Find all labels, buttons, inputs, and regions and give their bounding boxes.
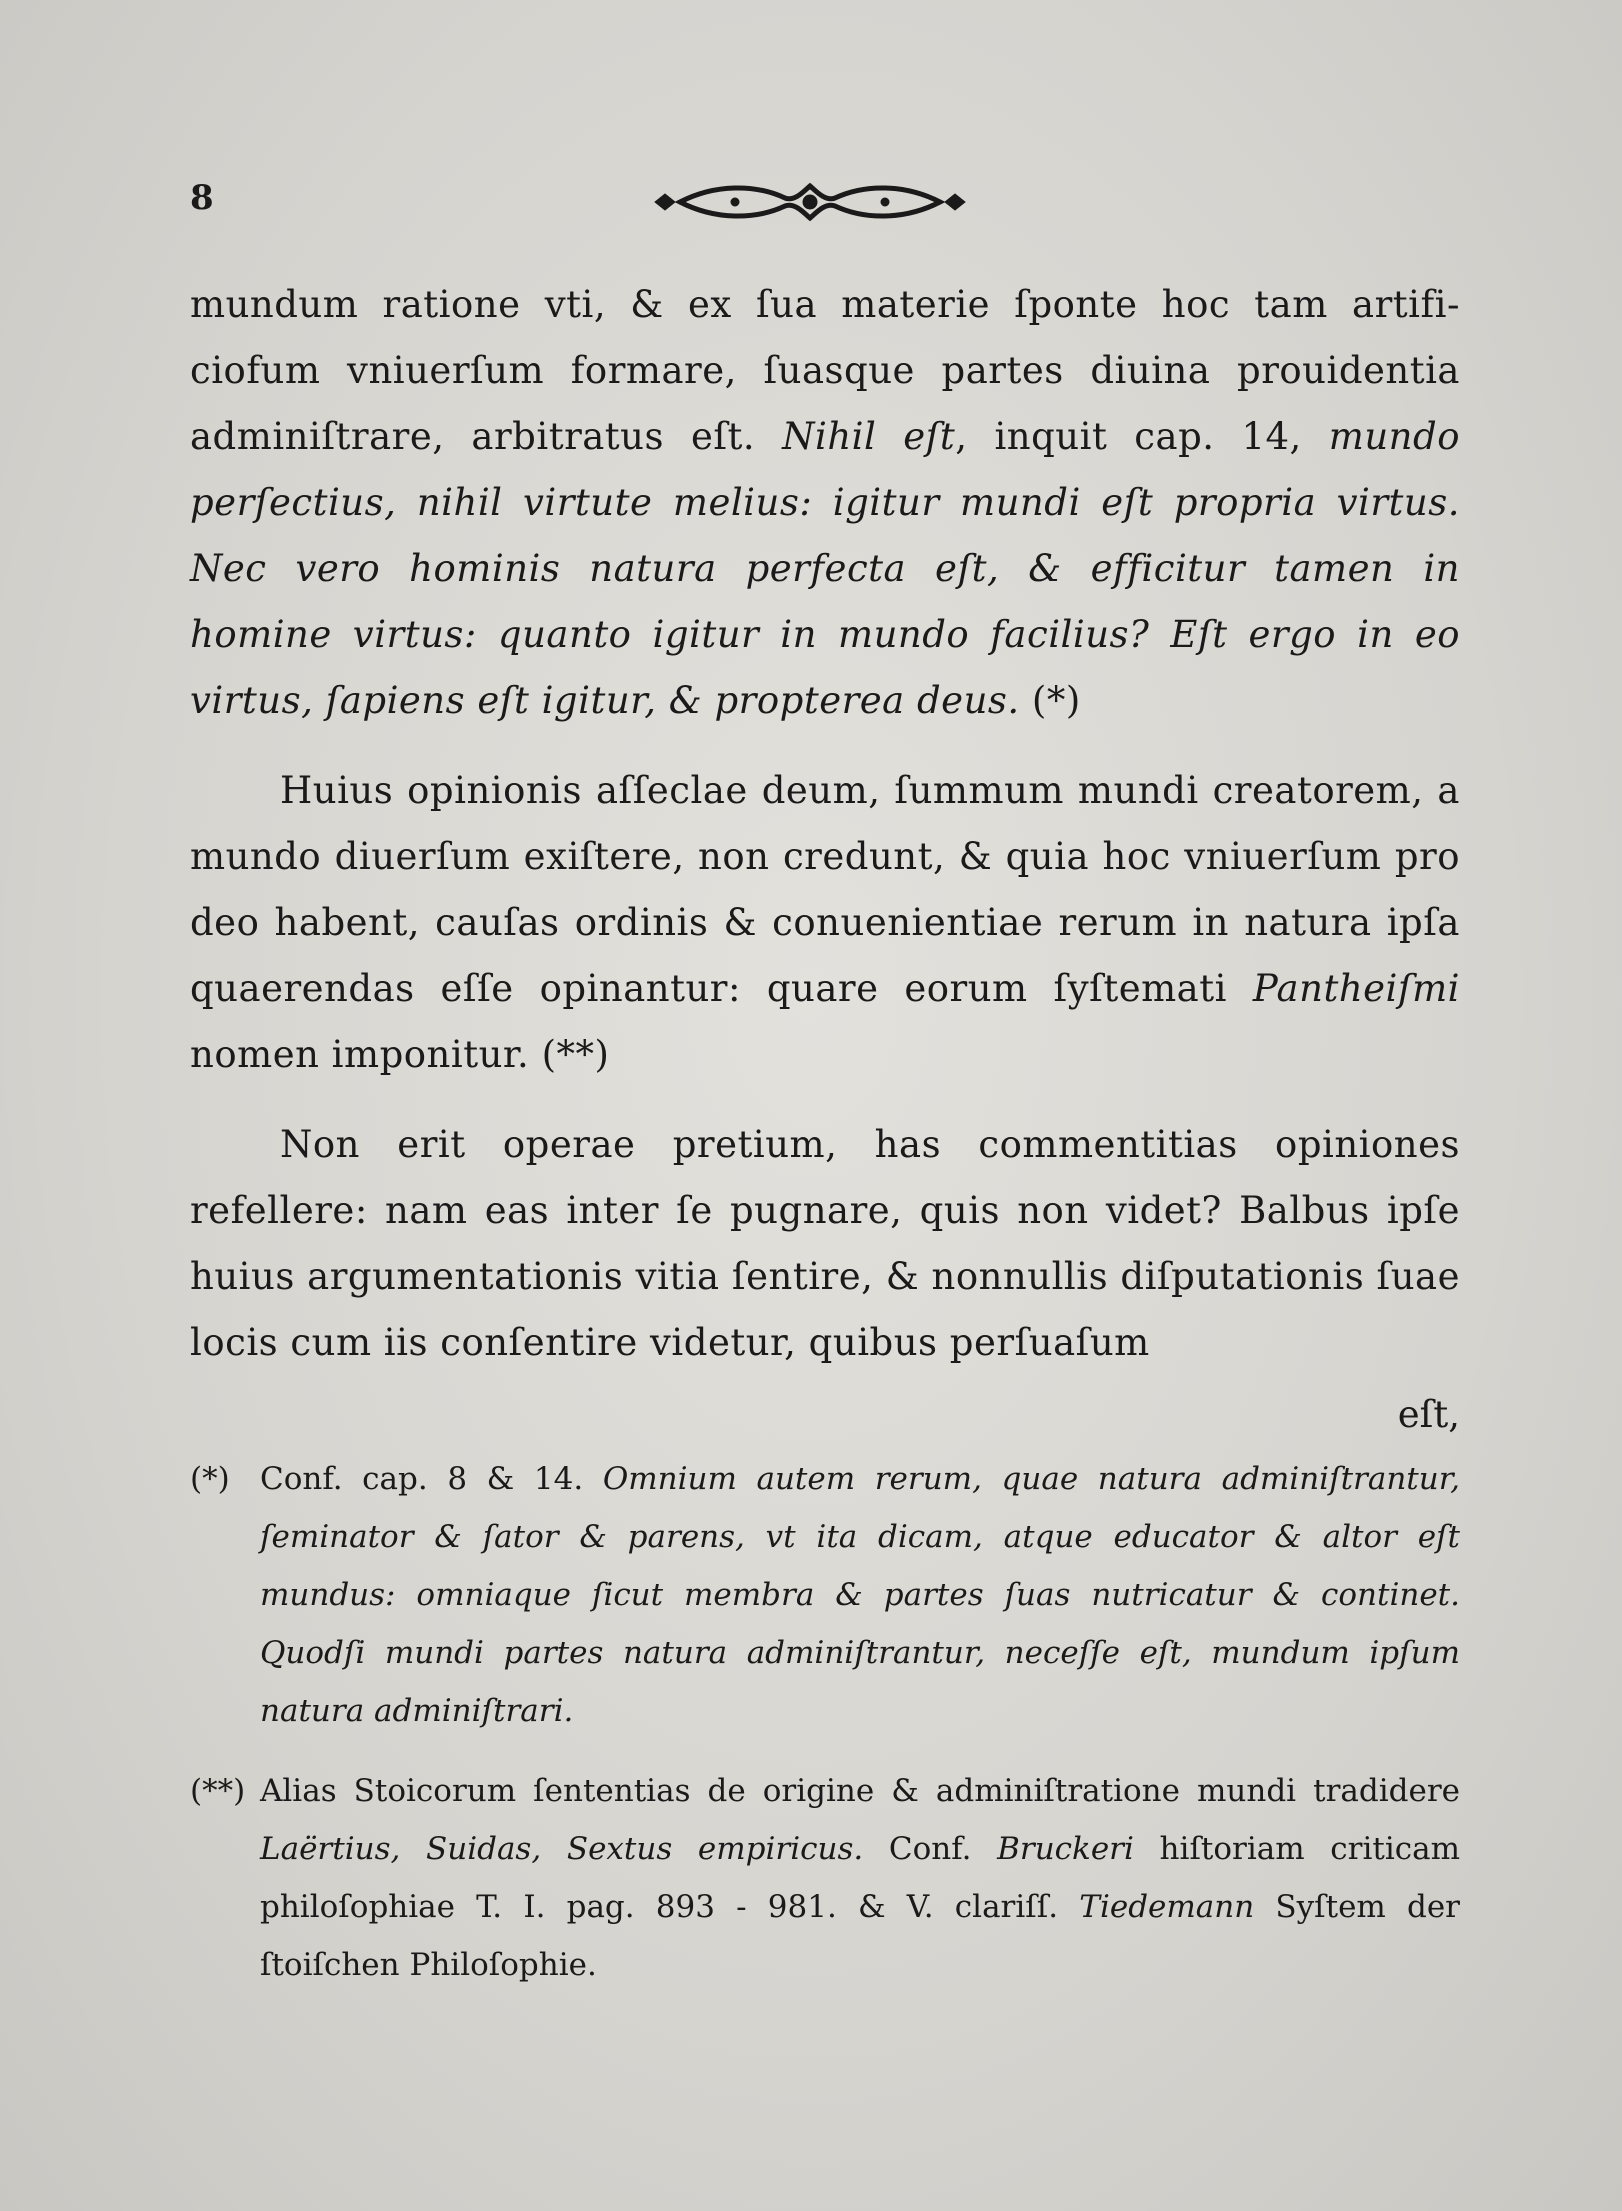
text-run-italic: Nihil eſt bbox=[782, 415, 956, 458]
footnote-2 bbox=[190, 1762, 1460, 1994]
text-run: nomen imponitur. (**) bbox=[190, 1033, 610, 1076]
text-run-italic: Bruckeri bbox=[997, 1831, 1134, 1867]
paragraph-2 bbox=[190, 758, 1460, 1088]
main-text bbox=[190, 272, 1460, 2016]
ornament-fleuron-icon bbox=[635, 180, 985, 224]
footnote-mark: (**) bbox=[190, 1773, 246, 1809]
paragraph-1 bbox=[190, 272, 1460, 734]
footnote-mark: (*) bbox=[190, 1461, 230, 1497]
text-run: Syſtem der ſtoiſchen Philoſophie. bbox=[260, 1889, 1460, 1983]
text-run: Huius opinionis aſſeclae deum, ſummum mundi creatorem, a mundo diuerſum exiſtere, non credunt, & quia hoc vniuerſum pro deo habent, cauſas ordinis & conuenientiae rerum in natura ipſa quaerendas eſſe opinantur: quare eorum ſyſtemati bbox=[190, 769, 1460, 1010]
catchword: eſt, bbox=[1397, 1393, 1460, 1436]
page-number: 8 bbox=[190, 178, 214, 218]
text-run-italic: Laërtius, Suidas, Sextus empiricus. bbox=[260, 1831, 864, 1867]
text-run: hiſtoriam criticam philoſophiae T. I. pag. 893 - 981. & V. clariſſ. bbox=[260, 1831, 1461, 1925]
footnote-ref: (*) bbox=[1019, 679, 1081, 722]
text-run: Alias Stoicorum ſententias de origine & adminiſtratione mundi tradidere bbox=[260, 1773, 1460, 1809]
text-run-italic: Tiedemann bbox=[1079, 1889, 1255, 1925]
paragraph-3 bbox=[190, 1112, 1460, 1376]
text-run-italic: Omnium autem rerum, quae natura adminiſtrantur, ſeminator & ſator & parens, vt ita dicam, atque educator & altor eſt mundus: omniaque ſicut membra & partes ſuas nutricatur & continet. Quodſi mundi partes natura adminiſtrantur, neceſſe eſt, mundum ipſum natura adminiſtrari. bbox=[260, 1461, 1460, 1729]
text-run: mundum ratione vti, & ex ſua materie ſponte hoc tam artifi-ciofum vniuerſum formare, ſuasque partes diuina prouidentia adminiſtrare, arbitratus eſt. bbox=[190, 283, 1460, 458]
text-run: , inquit cap. 14, bbox=[955, 415, 1329, 458]
page-header bbox=[190, 178, 1460, 228]
text-run-italic: Pantheiſmi bbox=[1252, 967, 1460, 1010]
text-run: Non erit operae pretium, has commentitias opiniones refellere: nam eas inter ſe pugnare, quis non videt? Balbus ipſe huius argumentationis vitia ſentire, & nonnullis diſputationis ſuae locis cum iis conſentire videtur, quibus perſuaſum bbox=[190, 1123, 1460, 1364]
text-run: Conf. bbox=[863, 1831, 998, 1867]
footnote-1 bbox=[190, 1450, 1460, 1740]
text-run-italic: mundo perſectius, nihil virtute melius: igitur mundi eſt propria virtus. Nec vero hominis natura perfecta eſt, & efficitur tamen in homine virtus: quanto igitur in mundo facilius? Eſt ergo in eo virtus, ſapiens eſt igitur, & propterea deus. bbox=[190, 415, 1460, 722]
text-run: Conf. cap. 8 & 14. bbox=[260, 1461, 603, 1497]
